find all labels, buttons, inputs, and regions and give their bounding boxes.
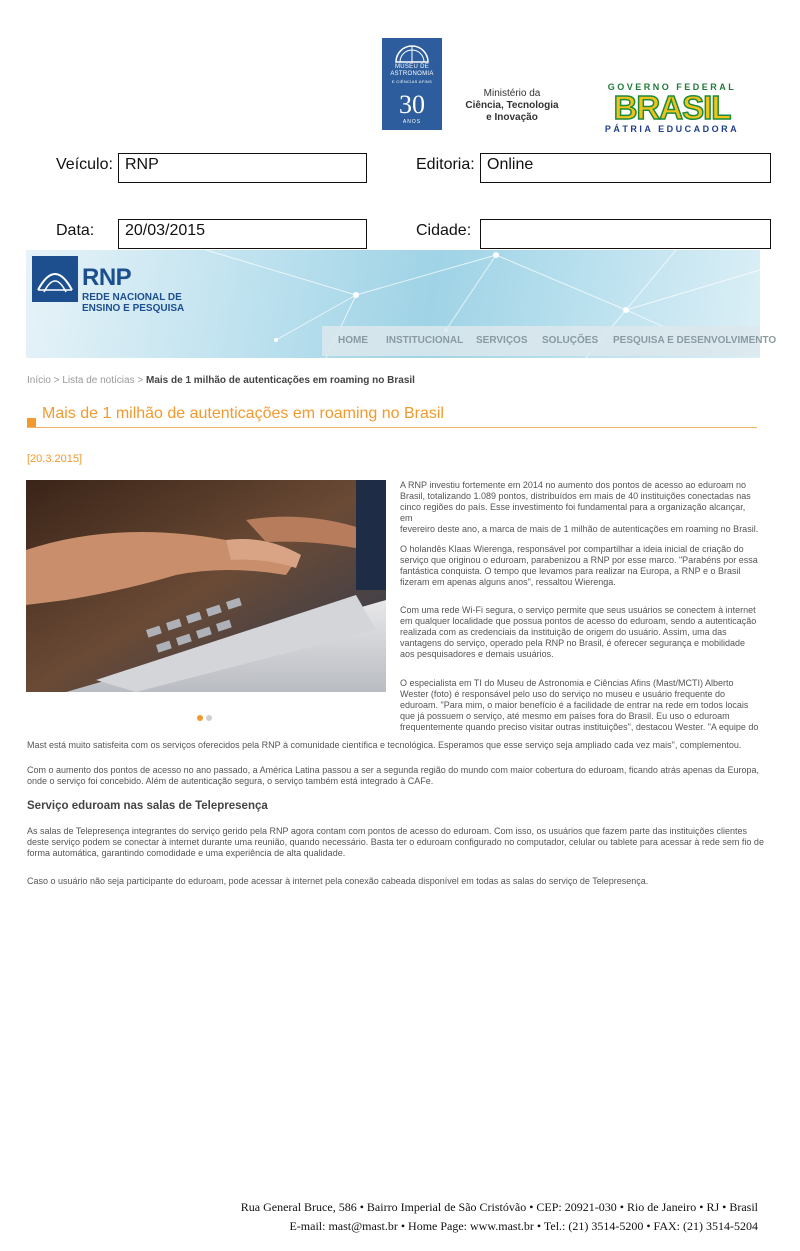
nav-pesquisa[interactable]: PESQUISA E DESENVOLVIMENTO xyxy=(613,335,777,346)
p2-line: serviço que originou o eduroam, parabenizou a RNP por esse marco. "Parabéns por essa xyxy=(400,555,758,565)
carousel-dot-active[interactable] xyxy=(197,715,203,721)
p4-line: Wester (foto) é responsável pelo uso do serviço no museu e usuário frequente do xyxy=(400,689,726,699)
p5-line: onde o serviço foi concebido. Além de autenticação segura, o serviço também está integrado à CAFe. xyxy=(27,776,434,786)
editoria-label: Editoria: xyxy=(416,156,475,173)
p2-line: O holandês Klaas Wierenga, responsável por compartilhar a ideia inicial de criação do xyxy=(400,544,744,554)
paragraph-3 xyxy=(400,605,760,660)
carousel-dots xyxy=(197,708,215,726)
rnp-subtitle xyxy=(82,292,184,314)
article-title: Mais de 1 milhão de autenticações em roaming no Brasil xyxy=(42,405,444,422)
title-marker xyxy=(27,418,36,427)
carousel-dot[interactable] xyxy=(206,715,212,721)
rnp-subtitle-line2: ENSINO E PESQUISA xyxy=(82,303,185,314)
ministry-logo xyxy=(456,88,568,124)
p4-line: que já possuem o serviço, até mesmo em países fora do Brasil. Eu uso o eduroam xyxy=(400,711,730,721)
breadcrumb-list[interactable]: Lista de notícias xyxy=(62,375,135,386)
article-date: [20.3.2015] xyxy=(27,453,83,465)
paragraph-1 xyxy=(400,480,760,535)
p2-line: fantástica conquista. O tempo que levamos para realizar na Europa, a RNP e o Brasil xyxy=(400,566,741,576)
p1-line: Brasil, totalizando 1.089 pontos, distribuídos em mais de 40 instituições conectadas nas xyxy=(400,491,751,501)
section-subheading: Serviço eduroam nas salas de Telepresença xyxy=(27,800,268,812)
mast-logo-anos: ANOS xyxy=(402,119,422,125)
cidade-field[interactable] xyxy=(480,219,771,249)
data-field[interactable]: 20/03/2015 xyxy=(118,219,367,249)
ministry-line3: e Inovação xyxy=(486,112,538,123)
paragraph-7: Caso o usuário não seja participante do eduroam, pode acessar à internet pela conexão cabeada disponível em todas as salas do serviço de Telepresença. xyxy=(27,876,649,886)
mast-logo-number: 30 xyxy=(399,90,425,119)
mast-logo xyxy=(382,38,442,130)
cidade-label: Cidade: xyxy=(416,222,472,239)
breadcrumb-current: Mais de 1 milhão de autenticações em roaming no Brasil xyxy=(145,375,415,386)
paragraph-2 xyxy=(400,544,760,588)
p3-line: vantagens do serviço, operado pela RNP no Brasil, é oferecer segurança e mobilidade xyxy=(400,638,746,648)
p4-line: frequentemente quando preciso visitar outras instituições", destacou Wester. "A equipe do xyxy=(400,722,759,732)
ministry-line2: Ciência, Tecnologia xyxy=(465,100,559,111)
government-top: GOVERNO FEDERAL xyxy=(607,82,737,92)
mast-logo-line1: MUSEU DE xyxy=(394,64,430,70)
p3-line: em qualquer localidade que possua pontos de acesso do eduroam, sendo a autenticação xyxy=(400,616,757,626)
mast-logo-line3: E CIÊNCIAS AFINS xyxy=(391,79,433,84)
paragraph-4-end: Mast está muito satisfeita com os serviços oferecidos pela RNP à comunidade científica e tecnológica. Esperamos que esse serviço seja ampliado cada vez mais", complementou. xyxy=(27,740,742,750)
footer-contact: E-mail: mast@mast.br • Home Page: www.mast.br • Tel.: (21) 3514-5200 • FAX: (21) 3514-5204 xyxy=(289,1219,758,1233)
p6-line: deste serviço podem se conectar à internet durante uma reunião, quando necessário. Basta ter o eduroam configurado no computador, celular ou tablete para acessar à rede sem fio de xyxy=(27,837,764,847)
government-bottom: PÁTRIA EDUCADORA xyxy=(604,124,740,134)
p3-line: realizada com as credenciais da instituição de origem do usuário. Assim, uma das xyxy=(400,627,727,637)
rnp-name: RNP xyxy=(82,264,132,291)
rnp-globe-icon xyxy=(32,256,78,302)
data-label: Data: xyxy=(56,222,95,239)
nav-solucoes[interactable]: SOLUÇÕES xyxy=(542,335,599,346)
p6-line: forma automática, garantindo comodidade e uma experiência de alta qualidade. xyxy=(27,848,346,858)
p4-line: eduroam. "Para mim, o maior benefício é a facilidade de entrar na rede em todos locais xyxy=(400,700,749,710)
paragraph-5 xyxy=(27,765,767,787)
nav-institucional[interactable]: INSTITUCIONAL xyxy=(386,335,464,346)
veiculo-field[interactable]: RNP xyxy=(118,153,367,183)
p6-line: As salas de Telepresença integrantes do serviço gerido pela RNP agora contam com pontos de acesso do eduroam. Com isso, os usuários que fazem parte das instituições clientes xyxy=(27,826,748,836)
government-logo xyxy=(592,82,752,134)
breadcrumb: Início > Lista de notícias > Mais de 1 milhão de autenticações em roaming no Brasil xyxy=(27,375,415,386)
p3-line: aos pesquisadores e demais usuários. xyxy=(400,649,554,659)
paragraph-4 xyxy=(400,678,760,733)
p2-line: fizeram em apenas alguns anos", ressaltou Wierenga. xyxy=(400,577,616,587)
rnp-subtitle-line1: REDE NACIONAL DE xyxy=(82,292,182,303)
government-name: BRASIL xyxy=(613,89,731,126)
p3-line: Com uma rede Wi-Fi segura, o serviço permite que seus usuários se conectem à internet xyxy=(400,605,756,615)
paragraph-6 xyxy=(27,826,767,859)
breadcrumb-home[interactable]: Início xyxy=(27,375,51,386)
veiculo-label: Veículo: xyxy=(56,156,113,173)
p5-line: Com o aumento dos pontos de acesso no ano passado, a América Latina passou a ser a segunda região do mundo com maior cobertura do eduroam, ficando atrás apenas da Europa, xyxy=(27,765,759,775)
nav-servicos[interactable]: SERVIÇOS xyxy=(476,335,528,346)
mast-logo-line2: ASTRONOMIA xyxy=(390,71,434,77)
p1-line: fevereiro deste ano, a marca de mais de 1 milhão de autenticações em roaming no Brasil. xyxy=(400,524,759,534)
footer-address: Rua General Bruce, 586 • Bairro Imperial de São Cristóvão • CEP: 20921-030 • Rio de Janeiro • RJ • Brasil xyxy=(240,1200,758,1214)
p1-line: cinco regiões do país. Esse investimento foi fundamental para a organização alcançar, em xyxy=(400,502,746,523)
editoria-field[interactable]: Online xyxy=(480,153,771,183)
title-divider xyxy=(27,427,757,428)
p4-line: O especialista em TI do Museu de Astronomia e Ciências Afins (Mast/MCTI) Alberto xyxy=(400,678,734,688)
observatory-dome-icon xyxy=(392,42,432,64)
p1-line: A RNP investiu fortemente em 2014 no aumento dos pontos de acesso ao eduroam no xyxy=(400,480,747,490)
ministry-line1: Ministério da xyxy=(483,88,541,99)
nav-home[interactable]: HOME xyxy=(338,335,368,346)
article-photo xyxy=(26,480,386,692)
